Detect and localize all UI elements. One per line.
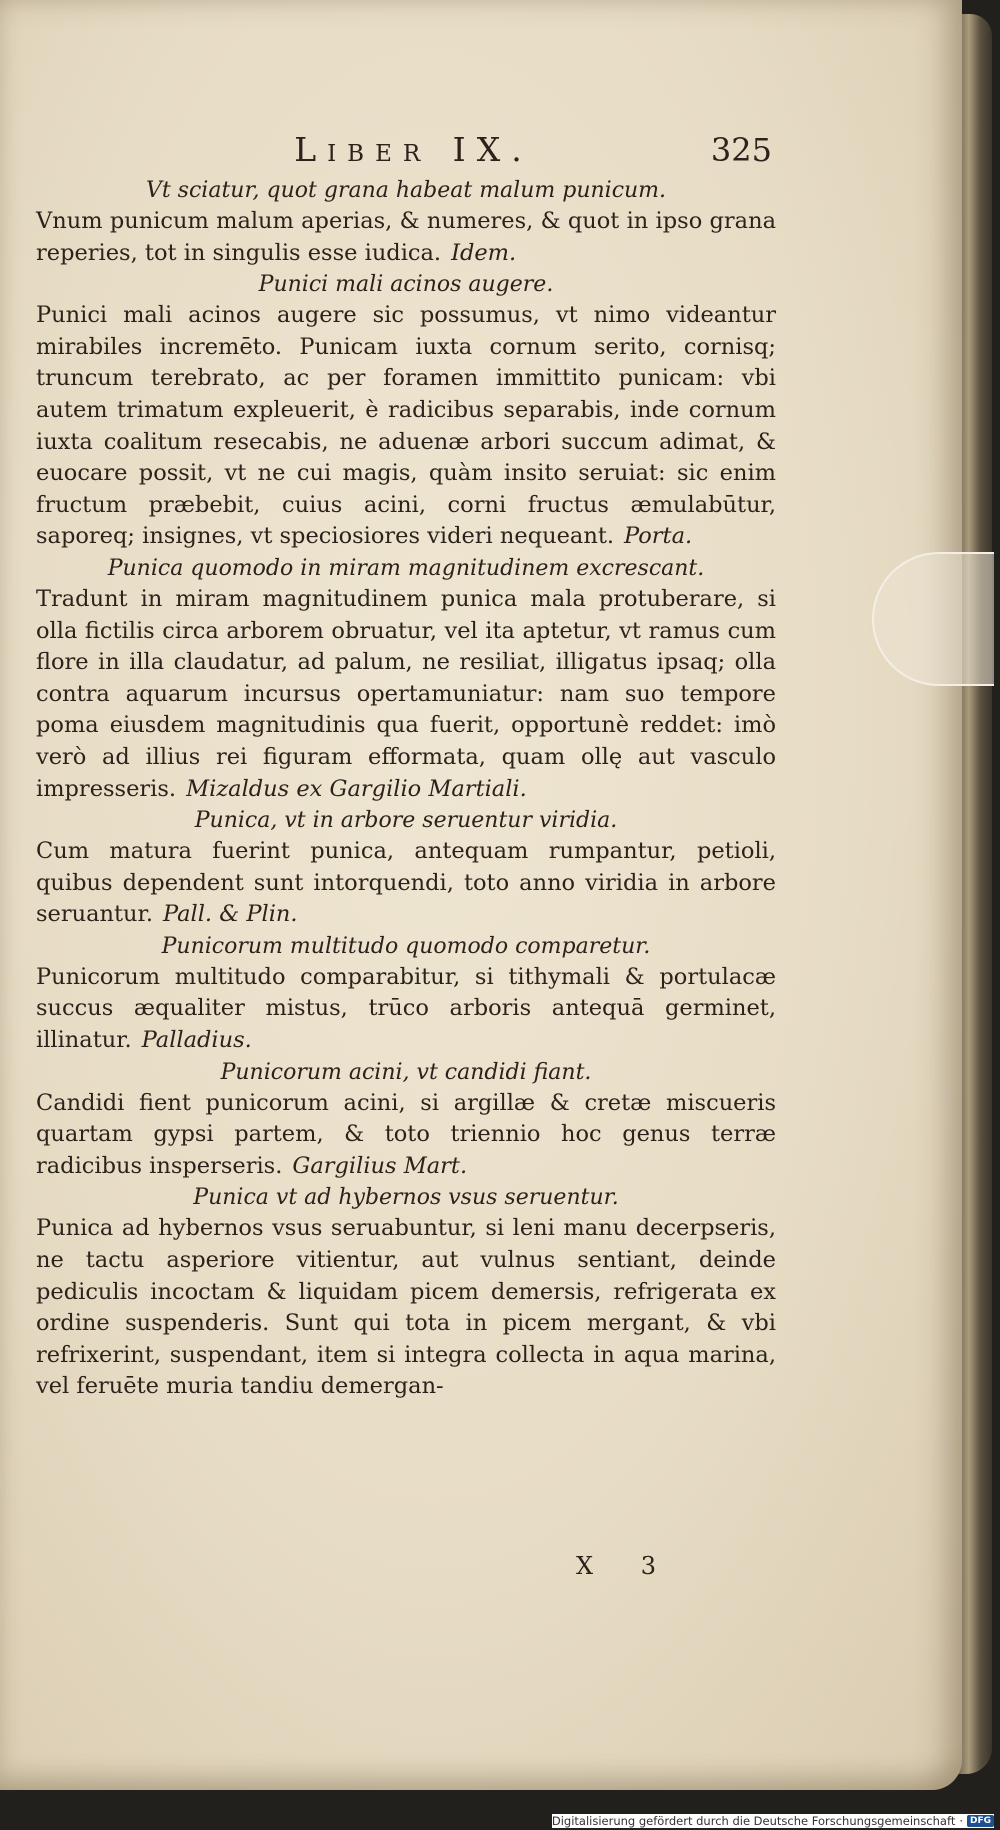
entry-text: Punica ad hybernos vsus seruabuntur, si leni manu decerpseris, ne tactu asperiore vitientur, aut vulnus sentiant, deinde pediculis incoctam & liquidam picem demersis, refrigerata ex ordine suspenderis. Sunt qui tota in picem mergant, & vbi refrixerint, suspendant, item si integra collecta in aqua marina, vel feruēte muria tandiu demergan- [36, 1215, 776, 1400]
entry-heading: Punicorum multitudo quomodo comparetur. [161, 933, 651, 959]
entry-heading: Punica vt ad hybernos vsus seruentur. [193, 1185, 619, 1211]
signature-mark: X 3 [576, 1552, 676, 1580]
entry-heading: Punici mali acinos augere. [258, 272, 554, 298]
entry-text: Vnum punicum malum aperias, & numeres, & quot in ipso grana reperies, tot in singulis esse iudica. Idem. [36, 208, 776, 266]
entry-white-seeds [36, 1057, 776, 1183]
entry-grain-count [36, 175, 776, 269]
entry-heading: Punica, vt in arbore seruentur viridia. [194, 808, 618, 834]
entry-text: Tradunt in miram magnitudinem punica mala protuberare, si olla fictilis circa arborem obruatur, vel ita aptetur, vt ramus cum flore in illa claudatur, ad palum, ne resiliat, illigatus ipsaq; olla contra aquarum incursus opertamuniatur: nam suo tempore poma eiusdem magnitudinis qua fuerit, opportunè reddet: imò verò ad illius rei figuram efformata, quam ollę aut vasculo impresseris. Mizaldus ex Gargilio Martiali. [36, 585, 776, 802]
entry-enlarge-seeds [36, 269, 776, 553]
entry-large-fruit [36, 553, 776, 805]
text-block [36, 130, 776, 1403]
entry-abundance [36, 931, 776, 1057]
entry-source: Gargilius Mart. [292, 1152, 468, 1179]
entry-source: Mizaldus ex Gargilio Martiali. [186, 775, 527, 802]
entry-text: Cum matura fuerint punica, antequam rumpantur, petioli, quibus dependent sunt intorquendi, toto anno viridia in arbore seruantur. Pall. & Plin. [36, 838, 776, 928]
entry-source: Palladius. [141, 1027, 252, 1054]
entry-heading: Vt sciatur, quot grana habeat malum punicum. [145, 178, 667, 203]
entry-source: Idem. [451, 239, 517, 266]
digitization-credit [552, 1814, 994, 1828]
separator: · [959, 1814, 963, 1828]
entry-heading: Punicorum acini, vt candidi fiant. [220, 1059, 592, 1085]
entry-text: Punici mali acinos augere sic possumus, vt nimo videantur mirabiles incremēto. Punicam iuxta cornum serito, cornisq; truncum terebrato, ac per foramen immittito punicam: vbi autem trimatum expleuerit, è radicibus separabis, inde cornum iuxta coalitum resecabis, ne aduenæ arbori succum adimat, & euocare possit, vt ne cui magis, quàm insito seruiat: sic enim fructum præbebit, cuius acini, corni fructus æmulabūtur, saporeq; insignes, vt speciosiores videri nequeant. Porta. [36, 302, 776, 550]
entry-source: Porta. [624, 523, 693, 550]
bookmark-tab [872, 552, 994, 686]
running-head [36, 130, 776, 169]
entry-heading: Punica quomodo in miram magnitudinem excrescant. [107, 555, 705, 581]
entry-text: Punicorum multitudo comparabitur, si tithymali & portulacæ succus æqualiter mistus, trūco arboris antequā germinet, illinatur. Palladius. [36, 963, 776, 1054]
page-number: 325 [710, 131, 772, 169]
credit-text: Digitalisierung gefördert durch die Deutsche Forschungsgemeinschaft [551, 1814, 956, 1828]
entry-keep-green [36, 805, 776, 931]
entry-text: Candidi fient punicorum acini, si argillæ & cretæ miscueris quartam gypsi partem, & toto triennio hoc genus terræ radicibus insperseris. Gargilius Mart. [36, 1089, 776, 1179]
entry-winter-storage [36, 1182, 776, 1403]
dfg-logo-icon: DFG [967, 1815, 994, 1827]
entry-source: Pall. & Plin. [162, 901, 298, 928]
running-title: Liber IX. [294, 130, 533, 169]
